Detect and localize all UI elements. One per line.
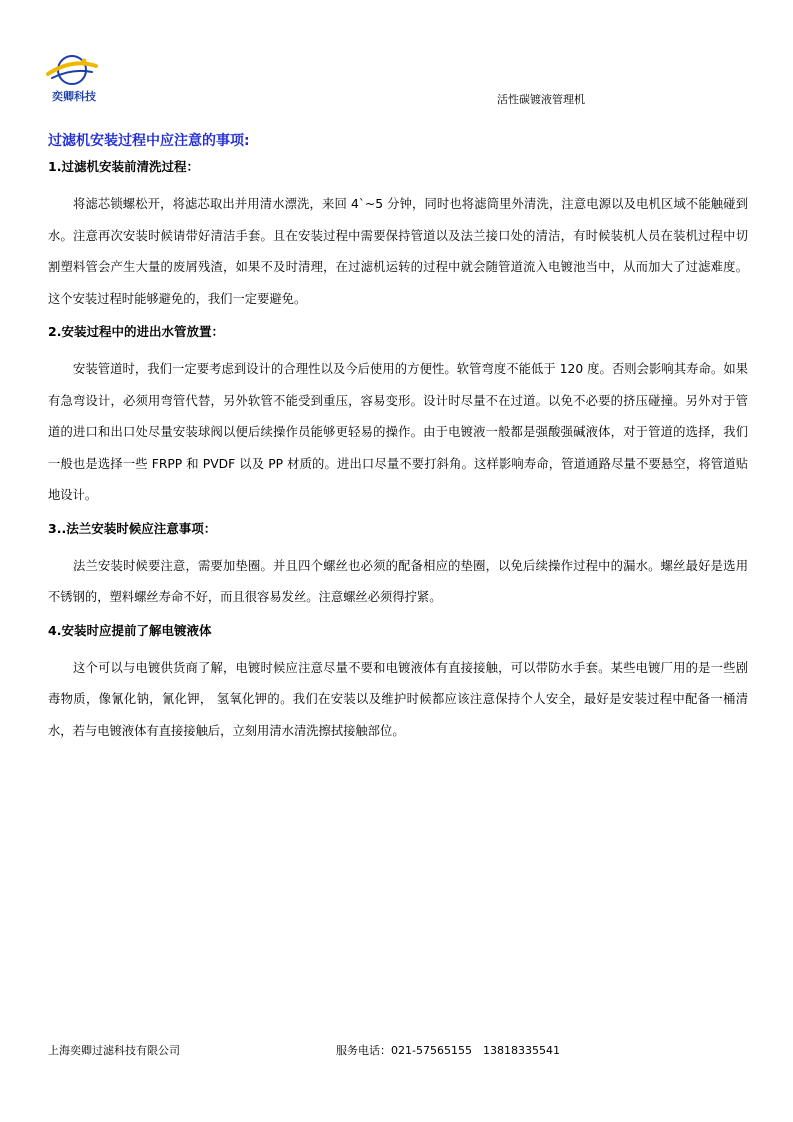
- section-heading: 4.安装时应提前了解电镀液体: [48, 622, 212, 638]
- section-1: [48, 158, 748, 315]
- section-paragraph: 这个可以与电镀供货商了解，电镀时候应注意尽量不要和电镀液体有直接接触，可以带防水手套。某些电镀厂用的是一些剧毒物质，像氰化钠，氰化钾， 氢氧化钾的。我们在安装以及维护时候都应该注意保持个人安全，最好是安装过程中配备一桶清水，若与电镀液体有直接接触后，立刻用清水清洗擦拭接触部位。: [48, 660, 748, 738]
- section-paragraph: 安装管道时，我们一定要考虑到设计的合理性以及今后使用的方便性。软管弯度不能低于 120 度。否则会影响其寿命。如果有急弯设计，必须用弯管代替，另外软管不能受到重压，容易变形。设计时尽量不在过道。以免不必要的挤压碰撞。另外对于管道的进口和出口处尽量安装球阀以便后续操作员能够更轻易的操作。由于电镀液一般都是强酸强碱液体，对于管道的选择，我们一般也是选择一些 FRPP 和 PVDF 以及 PP 材质的。进出口尽量不要打斜角。这样影响寿命，管道通路尽量不要悬空，将管道贴地设计。: [48, 362, 748, 502]
- footer-company: 上海奕卿过滤科技有限公司: [48, 1044, 180, 1057]
- footer-phone: 服务电话：021-57565155 13818335541: [336, 1044, 560, 1057]
- section-heading: 3..法兰安装时候应注意事项：: [48, 520, 217, 536]
- section-heading: 2.安装过程中的进出水管放置：: [48, 324, 224, 339]
- globe-icon: [46, 54, 98, 88]
- section-heading: 1.过滤机安装前清洗过程：: [48, 159, 199, 174]
- section-3: [48, 520, 748, 614]
- document-label: 活性碳镀液管理机: [497, 93, 585, 106]
- section-4: [48, 622, 748, 748]
- page-title: 过滤机安装过程中应注意的事项:: [48, 133, 250, 149]
- section-paragraph: 将滤芯锁螺松开，将滤芯取出并用清水漂洗，来回 4`~5 分钟，同时也将滤筒里外清洗，注意电源以及电机区域不能触碰到水。注意再次安装时候请带好清洁手套。且在安装过程中需要保持管道以及法兰接口处的清洁，有时候装机人员在装机过程中切割塑料管会产生大量的废屑残渣，如果不及时清理，在过滤机运转的过程中就会随管道流入电镀池当中，从而加大了过滤难度。这个安装过程时能够避免的，我们一定要避免。: [48, 197, 748, 306]
- company-logo: [44, 54, 100, 106]
- logo-text: 奕卿科技: [52, 90, 96, 103]
- section-2: [48, 323, 748, 512]
- section-paragraph: 法兰安装时候要注意，需要加垫圈。并且四个螺丝也必须的配备相应的垫圈，以免后续操作过程中的漏水。螺丝最好是选用不锈钢的，塑料螺丝寿命不好，而且很容易发丝。注意螺丝必须得拧紧。: [48, 558, 748, 604]
- document-body: [48, 158, 748, 755]
